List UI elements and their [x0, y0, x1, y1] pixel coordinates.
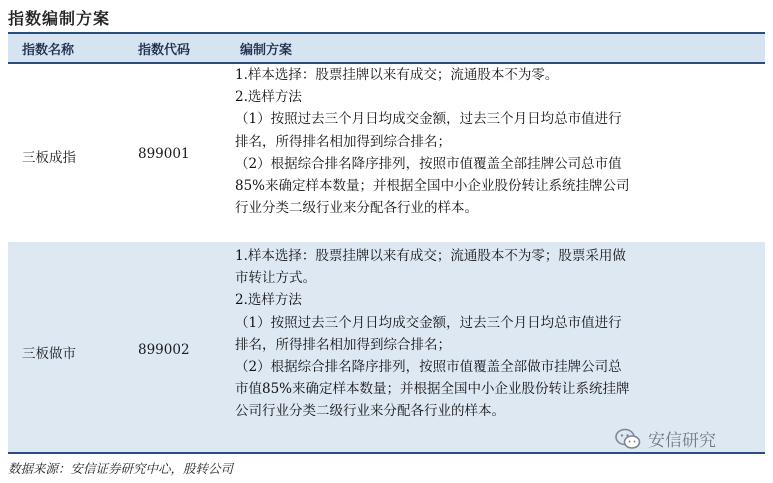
row-1-plan [235, 64, 630, 219]
plan-line: 1.样本选择：股票挂牌以来有成交；流通股本不为零；股票采用做 [235, 248, 626, 264]
plan-line: 排名，所得排名相加得到综合排名； [235, 133, 451, 150]
row-1-code: 899001 [138, 146, 190, 162]
table-bottom-rule [8, 452, 765, 454]
plan-line: （1）按照过去三个月日均成交金额，过去三个月日均总市值进行 [235, 314, 622, 331]
header-index-name: 指数名称 [22, 43, 75, 58]
plan-line: （1）按照过去三个月日均成交金额，过去三个月日均总市值进行 [235, 111, 622, 128]
table-title: 指数编制方案 [8, 9, 111, 28]
plan-line: 行业分类二级行业来分配各行业的样本。 [235, 200, 478, 217]
header-plan: 编制方案 [240, 43, 293, 58]
watermark-text: 安信研究 [648, 431, 716, 451]
source-note: 数据来源：安信证券研究中心，股转公司 [8, 461, 234, 476]
wechat-icon [614, 427, 642, 451]
plan-line: 排名，所得排名相加得到综合排名； [235, 336, 451, 353]
plan-line: （2）根据综合排名降序排列，按照市值覆盖全部做市挂牌公司总 [235, 359, 622, 376]
row-2-plan [235, 245, 630, 423]
plan-line: （2）根据综合排名降序排列，按照市值覆盖全部挂牌公司总市值 [235, 155, 622, 172]
table-header [8, 32, 765, 64]
plan-line: 1.样本选择：股票挂牌以来有成交；流通股本不为零。 [235, 67, 559, 83]
plan-line: 2.选样方法 [235, 89, 302, 106]
plan-line: 市转让方式。 [235, 270, 316, 287]
row-1-name: 三板成指 [22, 150, 76, 166]
plan-line: 公司行业分类二级行业来分配各行业的样本。 [235, 403, 505, 420]
plan-line: 85%来确定样本数量；并根据全国中小企业股份转让系统挂牌公司 [235, 178, 630, 195]
plan-line: 2.选样方法 [235, 292, 302, 309]
plan-line: 市值85%来确定样本数量；并根据全国中小企业股份转让系统挂牌 [235, 381, 630, 398]
row-2-name: 三板做市 [22, 346, 76, 362]
row-2-code: 899002 [138, 342, 190, 358]
watermark [614, 426, 716, 451]
header-index-code: 指数代码 [138, 43, 191, 58]
